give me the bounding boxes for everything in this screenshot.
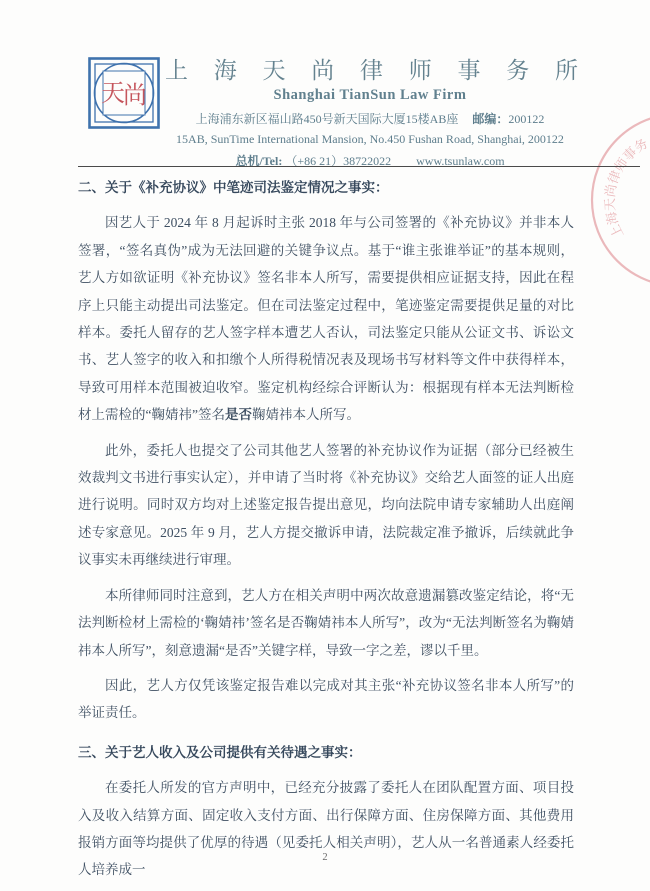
document-body xyxy=(78,172,574,884)
paragraph: 因艺人于 2024 年 8 月起诉时主张 2018 年与公司签署的《补充协议》并非本人签署，“签名真伪”成为无法回避的关键争议点。基于“谁主张谁举证”的基本规则，艺人方如欲证明《补充协议》签名非本人所写，需要提供相应证据支持，因此在程序上只能主动提出司法鉴定。但在司法鉴定过程中，笔迹鉴定需要提供足量的对比样本。委托人留存的艺人签字样本遭艺人否认，司法鉴定只能从公证文书、诉讼文书、艺人签字的收入和扣缴个人所得税情况表及现场书写材料等文件中获得样本，导致可用样本范围被迫收窄。鉴定机构经综合评断认为：根据现有样本无法判断检材上需检的“鞠婧祎”签名是否鞠婧祎本人所写。 xyxy=(78,215,574,423)
logo-char-shang: 尚 xyxy=(123,83,147,109)
page-number: 2 xyxy=(322,852,328,863)
tel-label: 总机/Tel: xyxy=(235,154,283,168)
paragraph: 此外，委托人也提交了公司其他艺人签署的补充协议作为证据（部分已经被生效裁判文书进行事实认定），并申请了当时将《补充协议》交给艺人面签的证人出庭进行说明。同时双方均对上述鉴定报告提出意见，均向法院申请专家辅助人出庭阐述专家意见。2025 年 9 月，艺人方提交撤诉申请，法院裁定准予撤诉，后续就此争议事实未再继续进行审理。 xyxy=(78,442,574,568)
address-line-cn xyxy=(165,110,575,127)
section-3-heading: 三、关于艺人收入及公司提供有关待遇之事实： xyxy=(78,744,362,760)
svg-text:上海天尚律师事务: 上海天尚律师事务 xyxy=(602,135,650,241)
address-cn: 上海浦东新区福山路450号新天国际大厦15楼AB座 xyxy=(195,112,459,126)
postcode-label: 邮编： xyxy=(472,112,509,126)
law-firm-logo xyxy=(88,57,160,129)
section-2-heading: 二、关于《补充协议》中笔迹司法鉴定情况之事实： xyxy=(78,180,389,195)
website-text: www.tsunlaw.com xyxy=(416,154,505,168)
red-seal-stamp xyxy=(588,95,650,310)
logo-char-tian: 天 xyxy=(101,81,125,107)
paragraph: 本所律师同时注意到，艺人方在相关声明中两次故意遗漏篡改鉴定结论，将“无法判断检材上需检的‘鞠婧祎’签名是否鞠婧祎本人所写”，改为“无法判断签名为鞠婧祎本人所写”，刻意遗漏“是否”关键字样，导致一字之差，谬以千里。 xyxy=(78,587,574,658)
header-divider xyxy=(78,166,640,167)
address-line-en: 15AB, SunTime International Mansion, No.450 Fushan Road, Shanghai, 200122 xyxy=(176,132,564,146)
firm-name-cn: 上 海 天 尚 律 师 事 务 所 xyxy=(165,58,588,83)
paragraph: 因此，艺人方仅凭该鉴定报告难以完成对其主张“补充协议签名非本人所写”的举证责任。 xyxy=(78,677,574,721)
postcode-value: 200122 xyxy=(508,112,545,126)
tel-number: （+86 21）38722022 xyxy=(285,154,392,168)
letterhead-text xyxy=(165,52,588,169)
paragraph: 在委托人所发的官方声明中，已经充分披露了委托人在团队配置方面、项目投入及收入结算方面、固定收入支付方面、出行保障方面、住房保障方面、其他费用报销方面等均提供了优厚的待遇（见委托人相关声明），艺人从一名普通素人经委托人培养成一 xyxy=(78,780,574,878)
firm-name-en: Shanghai TianSun Law Firm xyxy=(273,87,467,103)
